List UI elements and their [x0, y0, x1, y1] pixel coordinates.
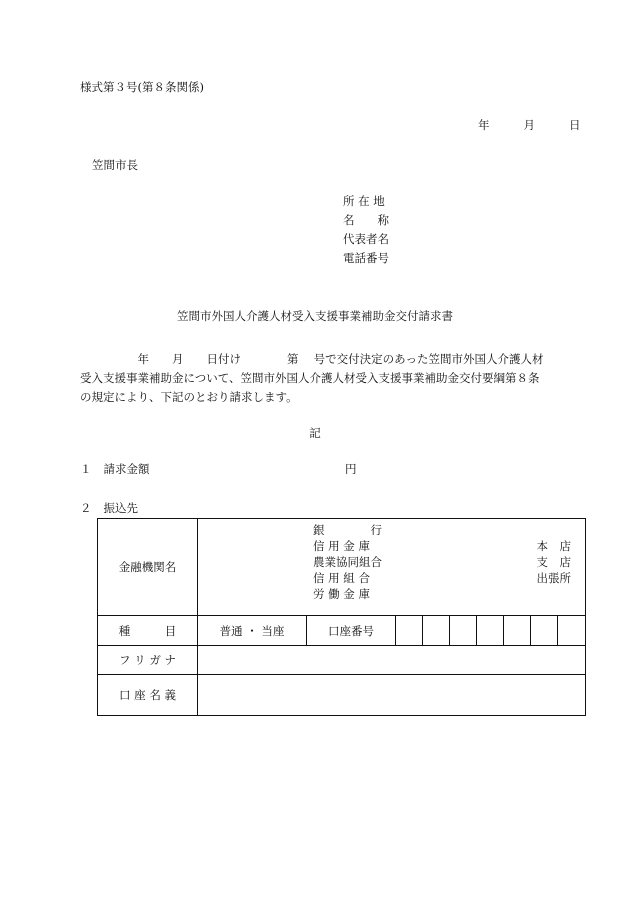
address-label: 所 在 地 [343, 194, 385, 208]
account-type-options[interactable]: 普通 ・ 当座 [198, 616, 307, 645]
account-digit-box[interactable] [558, 616, 584, 645]
institution-label: 金融機関名 [98, 519, 198, 616]
body-line-3: の規定により、下記のとおり請求します。 [80, 390, 298, 404]
date-month: 月 [523, 118, 535, 132]
branch-type: 支 店 [536, 555, 571, 569]
addressee: 笠間市長 [92, 158, 138, 172]
phone-label: 電話番号 [343, 251, 389, 265]
account-digit-box[interactable] [423, 616, 450, 645]
amount-unit: 円 [345, 462, 357, 476]
institution-cell[interactable] [198, 519, 586, 616]
branch-type: 出張所 [536, 571, 571, 585]
bank-account-table [97, 518, 586, 716]
body-line-1: 年 月 日付け 第 号で交付決定のあった笠間市外国人介護人材 [80, 352, 544, 366]
body-line-2: 受入支援事業補助金について、笠間市外国人介護人材受入支援事業補助金交付要綱第８条 [80, 371, 540, 385]
item-transfer-destination [80, 503, 138, 515]
name-label: 名 称 [343, 213, 389, 227]
furigana-label: フ リ ガ ナ [98, 646, 198, 675]
item-request-amount [80, 462, 357, 476]
item1-label: 請求金額 [103, 462, 150, 476]
account-type-label: 種 目 [98, 616, 198, 646]
furigana-field[interactable] [198, 646, 586, 675]
date-line [478, 120, 581, 132]
form-number: 様式第３号(第８条関係) [80, 80, 204, 94]
account-holder-field[interactable] [198, 675, 586, 716]
item1-number: １ [80, 462, 92, 476]
representative-label: 代表者名 [343, 232, 389, 246]
account-digit-box[interactable] [504, 616, 531, 645]
institution-type: 信 用 組 合 [313, 571, 370, 585]
account-digit-box[interactable] [450, 616, 477, 645]
item2-number: ２ [80, 501, 92, 515]
account-holder-label: 口 座 名 義 [98, 675, 198, 716]
branch-type-list [537, 538, 572, 586]
institution-type-list [313, 522, 382, 602]
institution-type: 信 用 金 庫 [313, 539, 370, 553]
account-digit-box[interactable] [531, 616, 558, 645]
institution-type: 労 働 金 庫 [313, 587, 370, 601]
account-digit-box[interactable] [396, 616, 423, 645]
item2-label: 振込先 [103, 501, 138, 515]
account-digit-box[interactable] [477, 616, 504, 645]
account-number-label: 口座番号 [307, 616, 396, 645]
request-body [80, 350, 580, 407]
applicant-block [343, 196, 389, 272]
branch-type: 本 店 [536, 539, 571, 553]
account-type-cell [198, 616, 586, 646]
document-title: 笠間市外国人介護人材受入支援事業補助金交付請求書 [177, 309, 453, 323]
date-day: 日 [569, 118, 581, 132]
date-year: 年 [478, 118, 490, 132]
ki-heading: 記 [309, 426, 321, 440]
institution-type: 銀 行 [313, 523, 382, 537]
institution-type: 農業協同組合 [313, 555, 382, 569]
